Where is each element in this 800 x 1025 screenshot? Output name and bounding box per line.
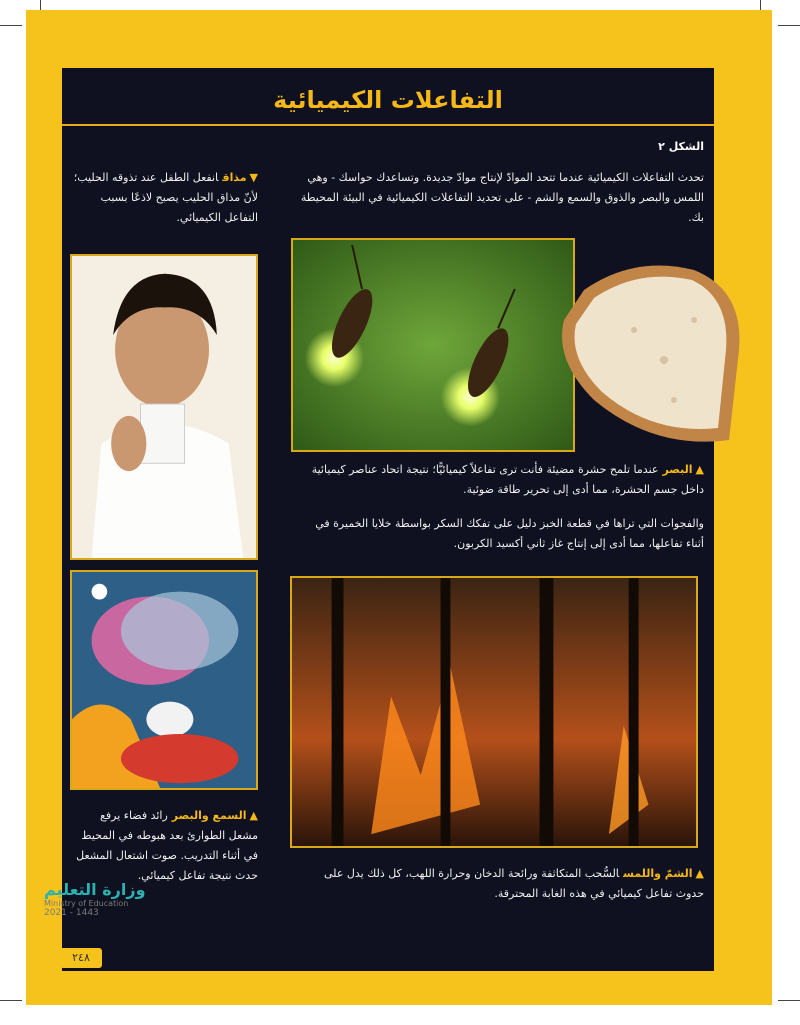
- logo-arabic-text: وزارة التعليم: [44, 880, 146, 899]
- boy-tasting-milk-photo: [70, 254, 258, 560]
- crop-mark: [0, 1000, 22, 1001]
- sight-caption: [294, 460, 704, 500]
- textbook-page: [62, 68, 714, 971]
- bread-slice-photo: [554, 250, 744, 450]
- page-number: ٢٤٨: [60, 948, 102, 968]
- triangle-marker-icon: ▲: [249, 809, 258, 822]
- caption-label: مذاق: [222, 171, 247, 184]
- figure-label: الشكل ٢: [658, 140, 704, 153]
- logo-english-text: Ministry of Education: [44, 899, 129, 908]
- hearing-caption: [68, 806, 258, 886]
- crop-mark: [778, 25, 800, 26]
- caption-label: البصر: [662, 463, 693, 476]
- caption-text: انفعل الطفل عند تذوقه الحليب؛ لأنّ مذاق الحليب يصبح لاذعًا بسبب التفاعل الكيميائي.: [73, 171, 258, 224]
- smell-caption: [294, 864, 704, 904]
- caption-text: رائد فضاء يرفع مشعل الطوارئ بعد هبوطه في المحيط في أثناء التدريب. صوت اشتعال المشعل حدث نتيجة تفاعل كيميائي.: [76, 809, 258, 882]
- triangle-marker-icon: ▲: [695, 463, 704, 476]
- bread-caption: والفجوات التي تراها في قطعة الخبز دليل على تفكك السكر بواسطة خلايا الخميرة في أثناء تفاعلها، مما أدى إلى إنتاج غاز ثاني أكسيد الكربون.: [315, 517, 704, 550]
- crop-mark: [760, 0, 761, 10]
- triangle-marker-icon: ▲: [695, 867, 704, 880]
- caption-text: عندما تلمح حشرة مضيئة فأنت ترى تفاعلاً كيميائيًّا؛ نتيجة اتحاد عناصر كيميائية داخل جسم الحشرة، مما أدى إلى تحرير طاقة ضوئية.: [311, 463, 704, 496]
- caption-text: السُّحب المتكاثفة ورائحة الدخان وحرارة اللهب، كل ذلك يدل على حدوث تفاعل كيميائي في هذه الغابة المحترقة.: [324, 867, 704, 900]
- crop-mark: [0, 25, 22, 26]
- taste-caption: [68, 168, 258, 228]
- crop-mark: [40, 0, 41, 10]
- forest-fire-photo: [290, 576, 698, 848]
- fireflies-photo: [291, 238, 575, 452]
- page-title: التفاعلات الكيميائية: [273, 86, 503, 114]
- title-divider: [62, 124, 714, 126]
- caption-label: السمع والبصر: [171, 809, 247, 822]
- crop-mark: [778, 1000, 800, 1001]
- ministry-logo: [44, 880, 146, 918]
- caption-label: الشمّ واللمس: [623, 867, 693, 880]
- astronaut-flare-photo: [70, 570, 258, 790]
- logo-year-text: 2021 - 1443: [44, 908, 99, 918]
- triangle-marker-icon: ▼: [249, 171, 258, 184]
- intro-paragraph: تحدث التفاعلات الكيميائية عندما تتحد الموادّ لإنتاج موادّ جديدة. وتساعدك حواسك - وهي اللمس والبصر والذوق والسمع والشم - على تحديد التفاعلات الكيميائية في البيئة المحيطة بك.: [300, 171, 704, 224]
